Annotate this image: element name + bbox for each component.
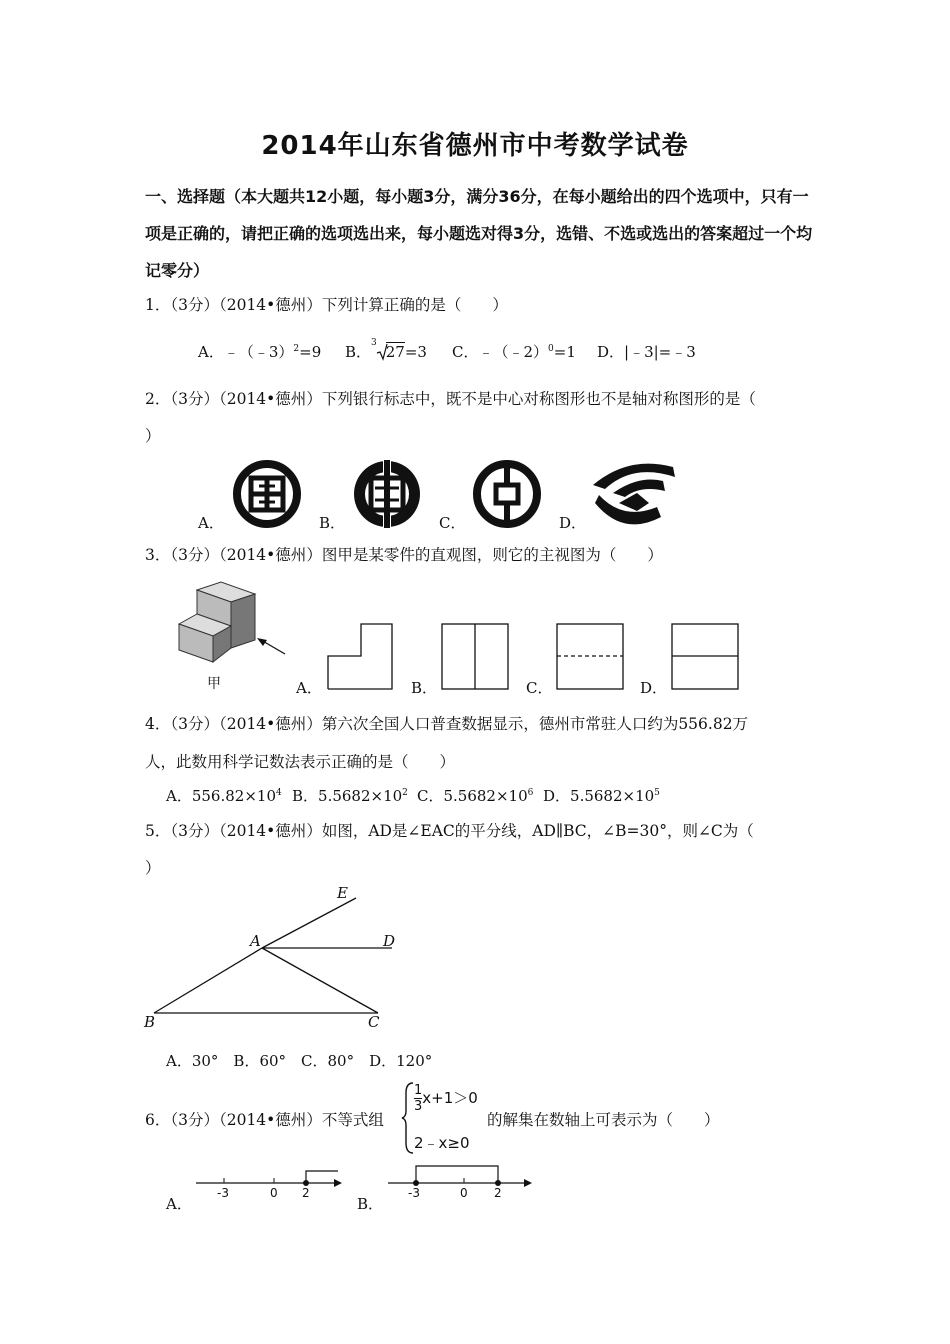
- q1-option-a[interactable]: A．﹣（﹣3）$^2$=9: [198, 343, 322, 361]
- figure-caption-jia: 甲: [207, 676, 221, 692]
- axis-a-tick-0: 0: [270, 1186, 278, 1200]
- page-title: 2014年山东省德州市中考数学试卷: [261, 131, 689, 161]
- section-heading: 一、选择题（本大题共12小题，每小题3分，满分36分，在每小题给出的四个选项中，只有一项是正确的，请把正确的选项选出来，每小题选对得3分，选错、不选或选出的答案超过一个均记零分）: [145, 187, 813, 280]
- q6-label-a[interactable]: A．: [166, 1195, 192, 1213]
- q4-option-c[interactable]: C．$5.5682\times 10^6$: [417, 787, 534, 805]
- point-label-b: B: [144, 1013, 156, 1031]
- question-5-stem-line2: ）: [145, 859, 161, 877]
- q3-view-c: [556, 623, 624, 691]
- bank-logo-c-icon: [469, 456, 545, 532]
- q3-view-d: [671, 623, 739, 691]
- point-label-d: D: [383, 932, 396, 950]
- part-3d-figure: [175, 582, 295, 672]
- q3-view-a: [327, 623, 393, 691]
- q2-label-d[interactable]: D．: [559, 514, 587, 532]
- q1-option-c[interactable]: C．﹣（﹣2）$^0$=1: [452, 343, 576, 361]
- q4-option-b[interactable]: B．$5.5682\times 10^2$: [292, 787, 408, 805]
- axis-b-tick-2: 2: [494, 1186, 502, 1200]
- point-label-a: A: [250, 932, 261, 950]
- q2-label-c[interactable]: C．: [439, 514, 466, 532]
- q3-label-d[interactable]: D．: [640, 679, 668, 697]
- question-6-stem-pre: 6．（3分）（2014•德州）不等式组: [145, 1111, 384, 1129]
- question-5-stem-line1: 5．（3分）（2014•德州）如图，AD是∠EAC的平分线，AD∥BC，∠B=30°，则∠C为（: [145, 822, 754, 840]
- radical-sign-icon: [377, 343, 386, 357]
- axis-a-tick-2: 2: [302, 1186, 310, 1200]
- bank-logo-a-icon: [229, 456, 305, 532]
- point-label-c: C: [368, 1013, 380, 1031]
- geometry-figure-q5: [140, 882, 400, 1032]
- q6-label-b[interactable]: B．: [357, 1195, 384, 1213]
- q5-options[interactable]: A．30° B．60° C．80° D．120°: [166, 1052, 433, 1070]
- q3-label-b[interactable]: B．: [411, 679, 438, 697]
- axis-b-tick-neg3: -3: [408, 1186, 420, 1200]
- q3-view-b: [441, 623, 509, 691]
- q4-option-d[interactable]: D．$5.5682\times 10^5$: [543, 787, 660, 805]
- q4-option-a[interactable]: A．$556.82\times 10^4$: [166, 787, 282, 805]
- inequality-2: 2﹣x≥0: [414, 1134, 470, 1152]
- bank-logo-b-icon: [349, 456, 425, 532]
- axis-b-tick-0: 0: [460, 1186, 468, 1200]
- question-2-stem-line1: 2．（3分）（2014•德州）下列银行标志中，既不是中心对称图形也不是轴对称图形的是（: [145, 390, 756, 408]
- q3-label-a[interactable]: A．: [296, 679, 322, 697]
- question-6-stem-post: 的解集在数轴上可表示为（ ）: [487, 1111, 720, 1129]
- q2-label-b[interactable]: B．: [319, 514, 346, 532]
- q2-label-a[interactable]: A．: [198, 514, 224, 532]
- question-4-stem-line1: 4．（3分）（2014•德州）第六次全国人口普查数据显示，德州市常驻人口约为556.82万: [145, 715, 749, 733]
- point-label-e: E: [337, 884, 348, 902]
- question-2-stem-line2: ）: [145, 427, 161, 445]
- question-1-stem: 1．（3分）（2014•德州）下列计算正确的是（ ）: [145, 296, 508, 314]
- inequality-1: $\frac{1}{3}$ x+1＞0: [414, 1083, 478, 1114]
- axis-a-tick-neg3: -3: [217, 1186, 229, 1200]
- bank-logo-d-icon: [589, 455, 679, 531]
- q3-label-c[interactable]: C．: [526, 679, 553, 697]
- system-brace-icon: [401, 1081, 415, 1155]
- question-3-stem: 3．（3分）（2014•德州）图甲是某零件的直观图，则它的主视图为（ ）: [145, 546, 663, 564]
- question-4-stem-line2: 人，此数用科学记数法表示正确的是（ ）: [145, 753, 456, 771]
- q1-option-d[interactable]: D．|﹣3|=﹣3: [597, 343, 696, 361]
- q1-option-b[interactable]: B．$^3$ 27=3: [345, 338, 427, 361]
